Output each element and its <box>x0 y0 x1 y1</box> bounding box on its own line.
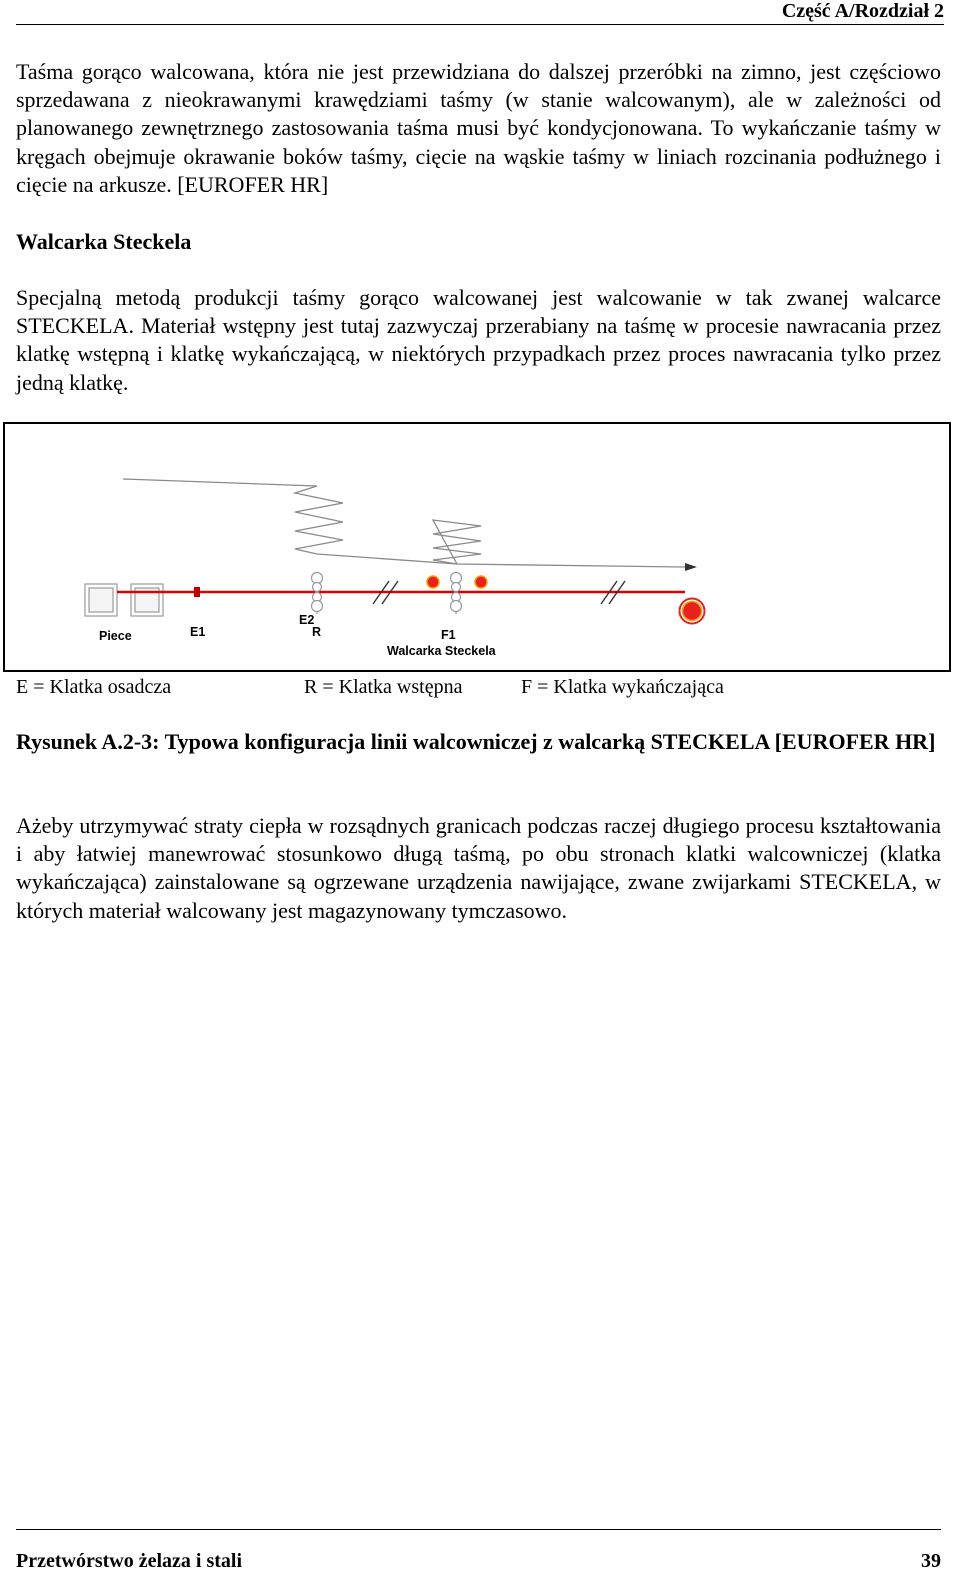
steckel-coiler-right-icon <box>475 576 487 588</box>
paragraph-steckel-method: Specjalną metodą produkcji taśmy gorąco walcowanej jest walcowanie w tak zwanej walcarce STECKELA. Materiał wstępny jest tutaj zazwyczaj przerabiany na taśmę w procesie nawracania przez klatkę wstępną i klatkę wykańczającą, w niektórych przypadkach przez proces nawracania tylko przez jedną klatkę. <box>16 285 941 395</box>
paragraph-hot-strip: Taśma gorąco walcowana, która nie jest przewidziana do dalszej przeróbki na zimno, jest częściowo sprzedawana z nieokrawanymi krawędziami taśmy (w stanie walcowanym), ale w zależności od planowanego zewnętrznego zastosowania taśma musi być kondycjonowana. To wykańczanie taśmy w kręgach obejmuje okrawanie boków taśmy, cięcie na wąskie taśmy w liniach rozcinania podłużnego i cięcie na arkusze. [EUROFER HR] <box>16 59 941 197</box>
strip-line-2 <box>457 564 685 567</box>
steckel-coiler-left-icon <box>427 576 439 588</box>
legend-f: F = Klatka wykańczająca <box>521 676 724 698</box>
label-mill: Walcarka Steckela <box>387 644 496 658</box>
downcoiler-icon <box>680 599 705 624</box>
strip-path <box>123 479 685 567</box>
label-e2: E2 <box>299 613 315 627</box>
figure-caption: Rysunek A.2-3: Typowa konfiguracja linii walcowniczej z walcarką STECKELA [EUROFER HR] <box>16 729 936 754</box>
page-number: 39 <box>921 1550 941 1572</box>
section-heading-steckel: Walcarka Steckela <box>16 229 192 254</box>
page-header <box>16 0 944 25</box>
label-f1: F1 <box>441 628 456 642</box>
strip-zigzag-1 <box>295 486 457 564</box>
footer-title: Przetwórstwo żelaza i stali <box>16 1550 243 1572</box>
label-piece: Piece <box>99 629 132 643</box>
legend-r: R = Klatka wstępna <box>304 676 463 698</box>
strip-zigzag-2 <box>433 520 481 564</box>
arrow-head-icon <box>685 563 697 571</box>
label-r: R <box>312 625 322 639</box>
section-label: Część A/Rozdział 2 <box>781 0 944 22</box>
rolling-line-svg <box>5 424 949 670</box>
rolling-line-diagram <box>3 422 951 672</box>
label-e1: E1 <box>190 625 206 639</box>
page-footer <box>16 1529 941 1575</box>
furnace-icon <box>85 584 163 616</box>
paragraph-steckel-coilers: Ażeby utrzymywać straty ciepła w rozsądnych granicach podczas raczej długiego procesu kształtowania i aby łatwiej manewrować stosunkowo długą taśmą, po obu stronach klatki walcowniczej (klatka wykańczająca) zainstalowane są ogrzewane urządzenia nawijające, zwane zwijarkami STECKELA, w których materiał walcowany jest magazynowany tymczasowo. <box>16 813 941 923</box>
legend-e: E = Klatka osadcza <box>16 676 172 698</box>
strip-line-1 <box>123 479 317 486</box>
edger-e1-icon <box>194 587 200 597</box>
